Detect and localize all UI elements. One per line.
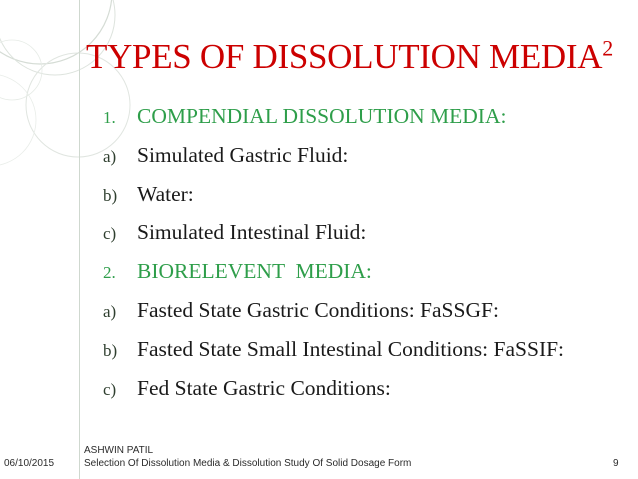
list-marker: b) (103, 185, 118, 205)
list-item (103, 143, 623, 168)
list-item-text: Simulated Intestinal Fluid: (137, 220, 367, 245)
list-item (103, 220, 623, 245)
list-item-text: COMPENDIAL DISSOLUTION MEDIA: (137, 104, 507, 128)
list-marker: c) (103, 224, 117, 244)
page-number: 9 (613, 458, 619, 469)
list-item (103, 337, 623, 362)
vertical-divider (79, 0, 80, 479)
list-item (103, 298, 623, 323)
title-superscript: 2 (602, 35, 613, 61)
list-marker: a) (103, 146, 117, 166)
list-item (103, 259, 623, 284)
media-list (103, 104, 623, 414)
list-item (103, 376, 623, 401)
list-item-text: BIORELEVENT MEDIA: (137, 259, 372, 284)
list-item-text: Fasted State Gastric Conditions: FaSSGF: (137, 297, 499, 322)
list-item (103, 182, 623, 207)
footer-author: ASHWIN PATIL (84, 445, 154, 456)
list-marker: b) (103, 340, 118, 360)
slide-title-text: TYPES OF DISSOLUTION MEDIA (86, 37, 603, 76)
list-marker: a) (103, 301, 117, 321)
list-item-text: Fed State Gastric Conditions: (137, 375, 391, 400)
list-marker: c) (103, 379, 117, 399)
list-item-text: Fasted State Small Intestinal Conditions: FaSSIF: (137, 336, 565, 361)
list-item (103, 104, 623, 129)
slide-title (86, 37, 613, 77)
list-marker: 1. (103, 108, 116, 127)
list-marker: 2. (103, 263, 116, 283)
list-item-text: Simulated Gastric Fluid: (137, 142, 349, 167)
footer-date: 06/10/2015 (4, 458, 55, 469)
footer-caption: Selection Of Dissolution Media & Dissolution Study Of Solid Dosage Form (84, 458, 412, 469)
list-item-text: Water: (137, 181, 194, 206)
